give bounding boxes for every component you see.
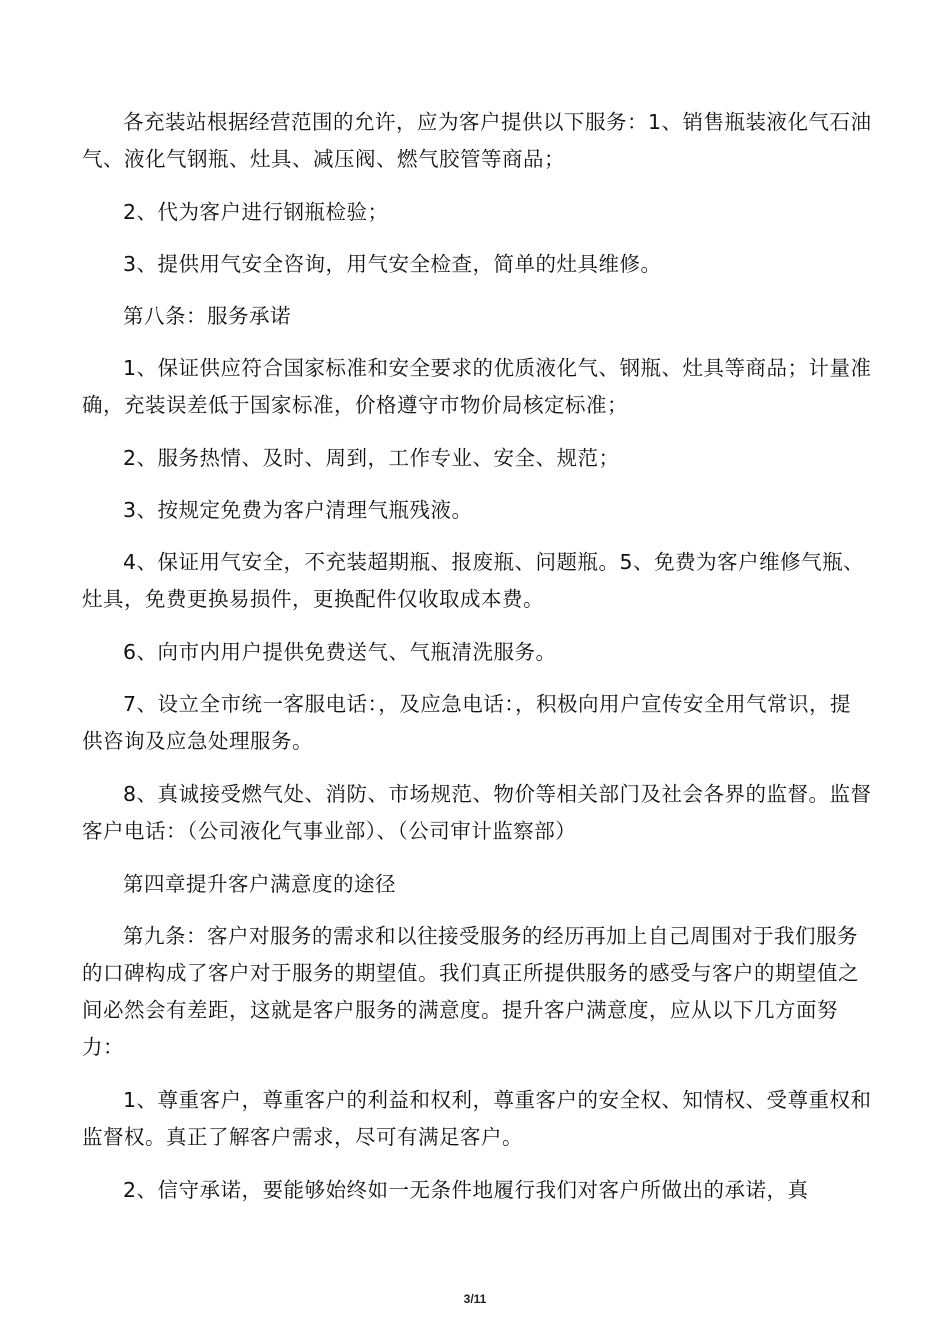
paragraph-service-2: 2、代为客户进行钢瓶检验； bbox=[123, 200, 389, 224]
paragraph-article-9: 第九条：客户对服务的需求和以往接受服务的经历再加上自己周围对于我们服务的口碑构成了客户对于服务的期望值。我们真正所提供服务的感受与客户的期望值之间必然会有差距，这就是客户服务的满意度。提升客户满意度，应从以下几方面努力： bbox=[82, 924, 859, 1059]
paragraph-satisfaction-1: 1、尊重客户，尊重客户的利益和权利，尊重客户的安全权、知情权、受尊重权和监督权。真正了解客户需求，尽可有满足客户。 bbox=[82, 1088, 872, 1149]
paragraph-promise-2: 2、服务热情、及时、周到，工作专业、安全、规范； bbox=[123, 446, 620, 470]
document-body bbox=[82, 104, 872, 1225]
paragraph-service-3: 3、提供用气安全咨询，用气安全检查，简单的灶具维修。 bbox=[123, 252, 662, 276]
paragraph-satisfaction-2: 2、信守承诺，要能够始终如一无条件地履行我们对客户所做出的承诺，真 bbox=[123, 1178, 809, 1202]
paragraph-promise-4-5: 4、保证用气安全，不充装超期瓶、报废瓶、问题瓶。5、免费为客户维修气瓶、灶具，免费更换易损件，更换配件仅收取成本费。 bbox=[82, 550, 865, 611]
paragraph-promise-7: 7、设立全市统一客服电话：，及应急电话：，积极向用户宣传安全用气常识，提供咨询及应急处理服务。 bbox=[82, 692, 852, 753]
paragraph-promise-1: 1、保证供应符合国家标准和安全要求的优质液化气、钢瓶、灶具等商品；计量准确，充装误差低于国家标准，价格遵守市物价局核定标准； bbox=[82, 356, 872, 417]
paragraph-promise-6: 6、向市内用户提供免费送气、气瓶清洗服务。 bbox=[123, 640, 557, 664]
page-number: 3/11 bbox=[463, 1292, 487, 1306]
paragraph-services-intro: 各充装站根据经营范围的允许，应为客户提供以下服务：1、销售瓶装液化气石油气、液化气钢瓶、灶具、减压阀、燃气胶管等商品； bbox=[82, 110, 872, 171]
paragraph-promise-3: 3、按规定免费为客户清理气瓶残液。 bbox=[123, 498, 473, 522]
section-heading-article-8: 第八条：服务承诺 bbox=[123, 304, 291, 328]
chapter-heading-4: 第四章提升客户满意度的途径 bbox=[123, 872, 396, 896]
paragraph-promise-8: 8、真诚接受燃气处、消防、市场规范、物价等相关部门及社会各界的监督。监督客户电话：（公司液化气事业部）、（公司审计监察部） bbox=[82, 782, 872, 843]
